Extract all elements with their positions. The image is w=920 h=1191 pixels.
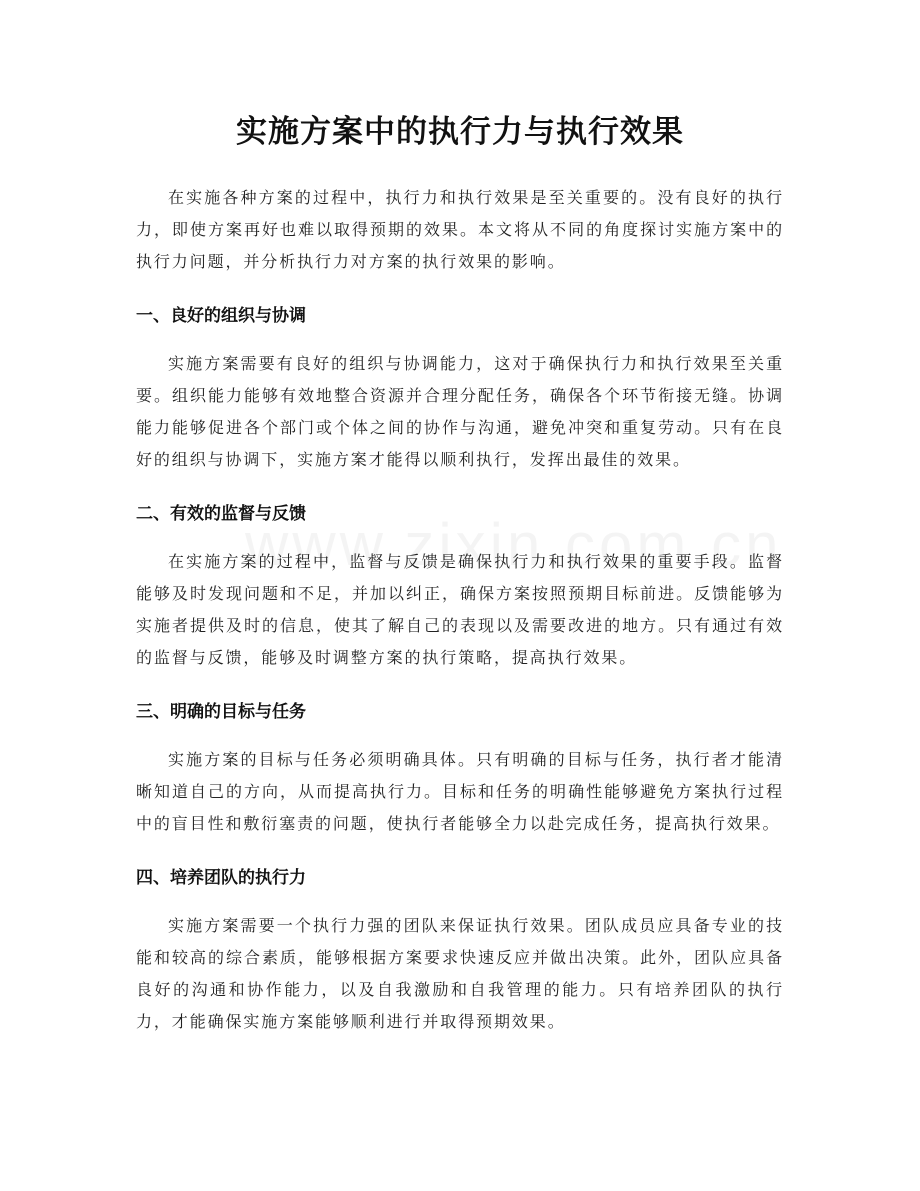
section-heading-1: 一、良好的组织与协调 xyxy=(136,306,306,326)
section-body-2: 在实施方案的过程中，监督与反馈是确保执行力和执行效果的重要手段。监督能够及时发现问题和不足，并加以纠正，确保方案按照预期目标前进。反馈能够为实施者提供及时的信息，使其了解自己的表现以及需要改进的地方。只有通过有效的监督与反馈，能够及时调整方案的执行策略，提高执行效果。 xyxy=(136,552,784,667)
section-heading-3: 三、明确的目标与任务 xyxy=(136,702,306,722)
section-body-3: 实施方案的目标与任务必须明确具体。只有明确的目标与任务，执行者才能清晰知道自己的方向，从而提高执行力。目标和任务的明确性能够避免方案执行过程中的盲目性和敷衍塞责的问题，使执行者能够全力以赴完成任务，提高执行效果。 xyxy=(136,750,784,833)
section-body-1: 实施方案需要有良好的组织与协调能力，这对于确保执行力和执行效果至关重要。组织能力能够有效地整合资源并合理分配任务，确保各个环节衔接无缝。协调能力能够促进各个部门或个体之间的协作与沟通，避免冲突和重复劳动。只有在良好的组织与协调下，实施方案才能得以顺利执行，发挥出最佳的效果。 xyxy=(136,354,784,469)
section-body-4: 实施方案需要一个执行力强的团队来保证执行效果。团队成员应具备专业的技能和较高的综合素质，能够根据方案要求快速反应并做出决策。此外，团队应具备良好的沟通和协作能力，以及自我激励和自我管理的能力。只有培养团队的执行力，才能确保实施方案能够顺利进行并取得预期效果。 xyxy=(136,916,784,1031)
page-title: 实施方案中的执行力与执行效果 xyxy=(236,114,684,150)
section-heading-4: 四、培养团队的执行力 xyxy=(136,868,306,888)
intro-paragraph: 在实施各种方案的过程中，执行力和执行效果是至关重要的。没有良好的执行力，即使方案再好也难以取得预期的效果。本文将从不同的角度探讨实施方案中的执行力问题，并分析执行力对方案的执行效果的影响。 xyxy=(136,188,784,271)
section-heading-2: 二、有效的监督与反馈 xyxy=(136,504,306,524)
